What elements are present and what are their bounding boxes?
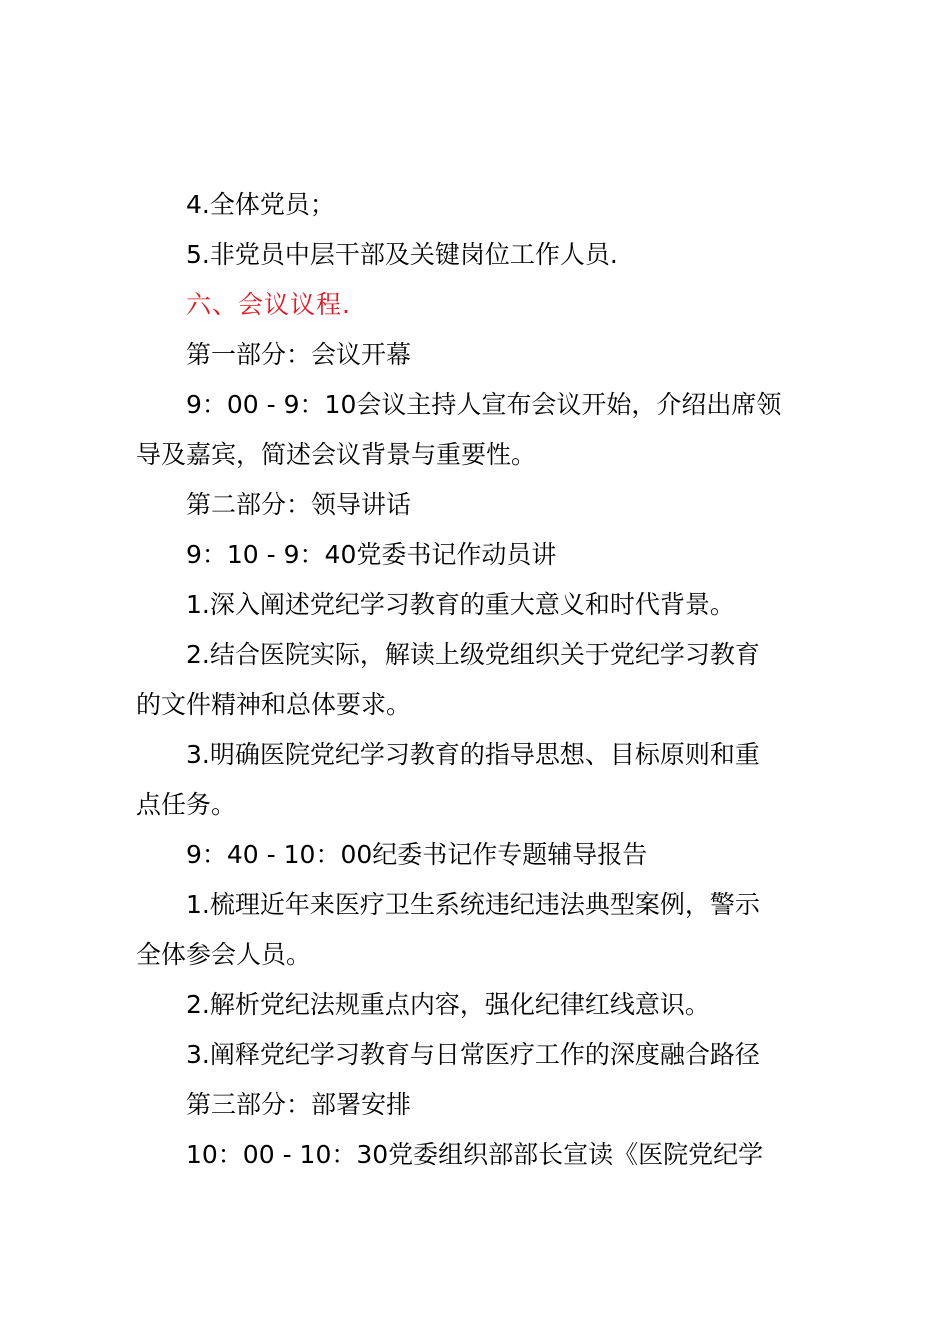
- agenda-item-secretary-speech: 9：10 - 9：40党委书记作动员讲: [186, 540, 557, 569]
- part-two-heading: 第二部分：领导讲话: [186, 490, 412, 519]
- speech-point-1: 1.深入阐述党纪学习教育的重大意义和时代背景。: [186, 590, 735, 619]
- agenda-item-discipline-report: 9：40 - 10：00纪委书记作专题辅导报告: [186, 840, 648, 869]
- speech-point-3: 3.明确医院党纪学习教育的指导思想、目标原则和重: [186, 740, 760, 769]
- attendee-item-4: 4.全体党员；: [186, 190, 335, 219]
- speech-point-2: 2.结合医院实际，解读上级党组织关于党纪学习教育: [186, 640, 760, 669]
- section-heading-agenda: 六、会议议程.: [186, 290, 351, 319]
- report-point-2: 2.解析党纪法规重点内容，强化纪律红线意识。: [186, 990, 710, 1019]
- part-one-heading: 第一部分：会议开幕: [186, 340, 412, 369]
- agenda-item-opening: 9：00 - 9：10会议主持人宣布会议开始，介绍出席领: [186, 390, 782, 419]
- report-point-1: 1.梳理近年来医疗卫生系统违纪违法典型案例，警示: [186, 890, 760, 919]
- part-three-heading: 第三部分：部署安排: [186, 1090, 412, 1119]
- report-point-1-cont: 全体参会人员。: [136, 940, 312, 969]
- attendee-item-5: 5.非党员中层干部及关键岗位工作人员.: [186, 240, 618, 269]
- agenda-item-deployment: 10：00 - 10：30党委组织部部长宣读《医院党纪学: [186, 1140, 764, 1169]
- speech-point-3-cont: 点任务。: [136, 790, 237, 819]
- agenda-item-opening-cont: 导及嘉宾，简述会议背景与重要性。: [136, 440, 537, 469]
- speech-point-2-cont: 的文件精神和总体要求。: [136, 690, 412, 719]
- report-point-3: 3.阐释党纪学习教育与日常医疗工作的深度融合路径: [186, 1040, 760, 1069]
